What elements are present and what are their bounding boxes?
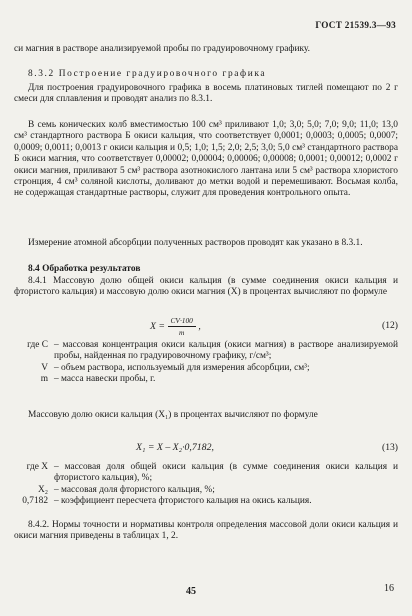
- definition-text: – массовая доля фтористого кальция, %;: [54, 484, 215, 495]
- formula-13: X₁ = X – X₂·0,7182,: [136, 442, 214, 453]
- sheet-number: 16: [384, 583, 394, 594]
- formula-12-tail: ,: [198, 320, 201, 332]
- definition-symbol: V: [41, 362, 48, 373]
- paragraph-standard-solutions: В семь конических колб вместимостью 100 см³ приливают 1,0; 3,0; 5,0; 7,0; 9,0; 11,0; 13,0 см³ стандартного раствора Б окиси кальция, что соответствует 0,0001; 0,0003; 0,0005; 0,0007; 0,0009; 0,0011; 0,0013 г окиси кальция и 0,5; 1,0; 1,5; 2,0; 2,5; 3,0; 5,0 см³ стандартного раствора Б окиси магния, что соответствует 0,00002; 0,00004; 0,00006; 0,00008; 0,0001; 0,00012; 0,0002 г окиси магния, приливают 5 см³ раствора азотнокислого лантана или 5 см³ раствора хлористого стронция, 4 см³ соляной кислоты, доливают до метки водой и перемешивают. Восьмая колба, не содержащая стандартные растворы, служит для проведения контрольного опыта.: [14, 120, 398, 199]
- section-heading-8-4: 8.4 Обработка результатов: [28, 264, 141, 274]
- standard-code-header: ГОСТ 21539.3—93: [315, 20, 396, 30]
- definition-row: [14, 374, 398, 385]
- equation-number-12: (12): [382, 320, 398, 331]
- definition-symbol: m: [40, 374, 48, 385]
- definition-row: [14, 485, 398, 496]
- definition-row: [14, 340, 398, 363]
- definition-row: [14, 462, 398, 485]
- definition-symbol: 0,7182: [22, 496, 48, 507]
- paragraph-measurement: Измерение атомной абсорбции полученных растворов проводят как указано в 8.3.1.: [28, 238, 363, 248]
- paragraph-continuation: си магния в растворе анализируемой пробы по градуировочному графику.: [14, 44, 311, 54]
- definition-text: – масса навески пробы, г.: [54, 374, 156, 385]
- formula-12-numerator: CV·100: [168, 316, 196, 327]
- formula-12-definitions: [14, 340, 398, 386]
- page-number: 45: [186, 586, 196, 597]
- definition-symbol: где X: [26, 462, 48, 472]
- definition-row: [14, 363, 398, 374]
- equation-number-13: (13): [382, 442, 398, 453]
- paragraph-accuracy-norms: 8.4.2. Нормы точности и нормативы контроля определения массовой доли окиси кальция и окиси магния приведены в таблицах 1, 2.: [14, 520, 398, 542]
- paragraph-formula-13-intro: Массовую долю окиси кальция (X₁) в процентах вычисляют по формуле: [28, 410, 318, 420]
- formula-12-lhs: X =: [150, 320, 166, 332]
- formula-12-denominator: m: [179, 328, 185, 337]
- formula-12-fraction: [168, 316, 196, 337]
- definition-text: – объем раствора, используемый для измерения абсорбции, см³;: [54, 362, 310, 373]
- definition-symbol: где C: [27, 340, 48, 350]
- definition-text: – коэффициент пересчета фтористого кальция на окись кальция.: [54, 496, 312, 507]
- section-heading-8-3-2: 8.3.2 Построение градуировочного графика: [28, 69, 267, 79]
- definition-row: [14, 496, 398, 507]
- definition-text: – массовая концентрация окиси кальция (окиси магния) в растворе анализируемой пробы, найденная по градуировочному графику, г/см³;: [54, 340, 398, 362]
- definition-text: – массовая доля общей окиси кальция (в сумме соединения окиси кальция и фтористого кальция), %;: [54, 462, 398, 484]
- definition-symbol: X₂: [37, 484, 48, 495]
- paragraph-formula-12-intro: 8.4.1 Массовую долю общей окиси кальция (в сумме соединения окиси кальция и фтористого кальция) и массовую долю окиси магния (X) в процентах вычисляют по формуле: [14, 276, 398, 298]
- formula-12: [150, 316, 201, 337]
- paragraph-graph-intro: Для построения градуировочного графика в восемь платиновых тиглей помещают по 2 г смеси для сплавления и проводят анализ по 8.3.1.: [14, 83, 398, 105]
- formula-13-definitions: [14, 462, 398, 508]
